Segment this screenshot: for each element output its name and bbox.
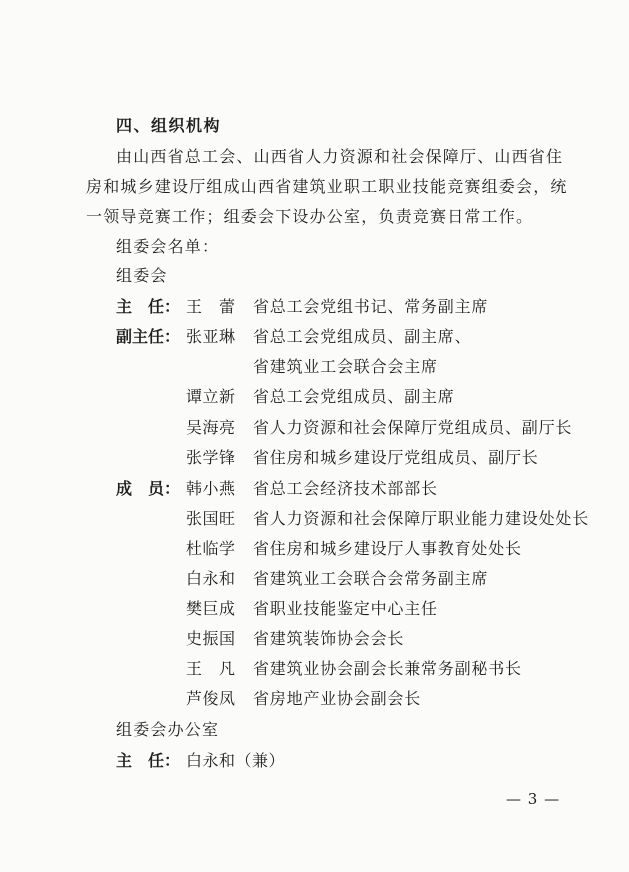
deputy-row-continued [0,356,629,378]
member-title: 省人力资源和社会保障厅职业能力建设处处长 [253,509,590,528]
member-name: 杜临学 [186,539,236,558]
deputy-title-continued: 省建筑业工会联合会主席 [253,357,438,376]
member-row [0,628,629,650]
roster-label: 组委会名单： [116,237,220,256]
director-row [0,296,629,318]
intro-line-1: 由山西省总工会、山西省人力资源和社会保障厅、山西省住 [116,147,564,166]
members-role: 成 员： [116,479,181,498]
member-name: 张国旺 [186,509,236,528]
deputies-role: 副主任： [116,327,181,346]
office-director-name: 白永和（兼） [186,751,286,770]
member-title: 省建筑装饰协会会长 [253,629,405,648]
member-row [0,538,629,560]
member-name: 史振国 [186,629,236,648]
deputy-row [0,447,629,469]
section-heading: 四、组织机构 [116,116,222,135]
deputy-title: 省总工会党组成员、副主席、 [253,327,472,346]
member-row [0,658,629,680]
intro-line-2: 房和城乡建设厅组成山西省建筑业职工职业技能竞赛组委会，统 [86,177,568,196]
member-title: 省建筑业协会副会长兼常务副秘书长 [253,659,522,678]
director-name: 王 蕾 [186,297,236,316]
office-director-row [0,750,629,772]
member-row [0,568,629,590]
deputy-name: 谭立新 [186,387,236,406]
deputy-title: 省总工会党组成员、副主席 [253,387,455,406]
deputy-row [0,417,629,439]
director-role: 主 任： [116,297,181,316]
office-label: 组委会办公室 [116,720,220,739]
committee-label: 组委会 [116,266,168,285]
member-name: 韩小燕 [186,479,236,498]
member-name: 白永和 [186,569,236,588]
deputy-name: 张亚琳 [186,327,236,346]
member-row [0,508,629,530]
deputy-name: 张学锋 [186,448,236,467]
member-title: 省住房和城乡建设厅人事教育处处长 [253,539,522,558]
member-title: 省总工会经济技术部部长 [253,479,438,498]
member-row [0,478,629,500]
member-name: 王 凡 [186,659,236,678]
deputy-row [0,326,629,348]
deputy-name: 吴海亮 [186,418,236,437]
intro-line-3: 一领导竞赛工作；组委会下设办公室，负责竞赛日常工作。 [86,207,534,226]
member-row [0,688,629,710]
deputy-row [0,386,629,408]
member-title: 省建筑业工会联合会常务副主席 [253,569,489,588]
page-number: — 3 — [506,790,561,808]
deputy-title: 省人力资源和社会保障厅党组成员、副厅长 [253,418,573,437]
member-name: 芦俊凤 [186,689,236,708]
member-name: 樊巨成 [186,599,236,618]
member-title: 省房地产业协会副会长 [253,689,422,708]
member-row [0,598,629,620]
office-director-role: 主 任： [116,751,181,770]
member-title: 省职业技能鉴定中心主任 [253,599,438,618]
deputy-title: 省住房和城乡建设厅党组成员、副厅长 [253,448,539,467]
director-title: 省总工会党组书记、常务副主席 [253,297,489,316]
